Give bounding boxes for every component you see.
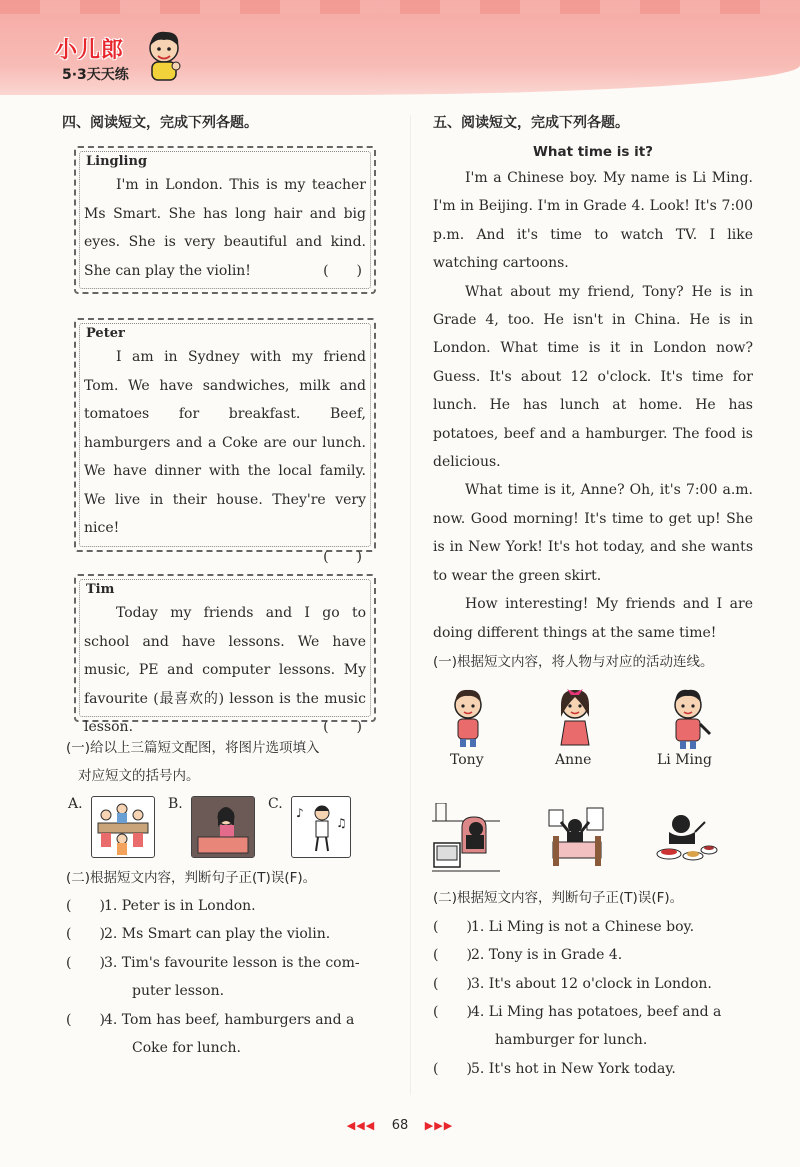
tony-figure-icon[interactable] <box>446 685 490 749</box>
header-stripe <box>0 0 800 14</box>
mascot-icon <box>142 28 186 84</box>
story-paragraph: I'm a Chinese boy. My name is Li Ming. I'm in Beijing. I'm in Grade 4. Look! It's 7:00 p.m. And it's time to watch TV. I like watching cartoons. <box>433 170 753 272</box>
anne-figure-icon[interactable] <box>553 683 597 749</box>
tf-question-4: ( )4. Li Ming has potatoes, beef and a <box>433 998 721 1026</box>
answer-paren[interactable]: ( ) <box>323 262 362 279</box>
passage-name: Tim <box>86 582 115 597</box>
passage-text: I'm in London. This is my teacher Ms Smart. She has long hair and big eyes. She is very beautiful and kind. She can play the violin! <box>84 177 366 279</box>
part1-connect-instruction: (一)根据短文内容，将人物与对应的活动连线。 <box>433 654 714 670</box>
answer-paren[interactable]: ( ) <box>323 548 362 565</box>
brand-logo-text: 小儿郎 <box>55 38 125 63</box>
option-b-picture[interactable] <box>191 796 255 858</box>
option-label-a: A. <box>68 796 83 812</box>
section-5-title: 五、阅读短文，完成下列各题。 <box>433 115 629 131</box>
svg-text:♫: ♫ <box>336 816 347 830</box>
passage-text: I am in Sydney with my friend Tom. We have sandwiches, milk and tomatoes for breakfast. Beef, hamburgers and a Coke are our lunch. We have dinner with the local family. We live in their house. They're very nice! <box>84 349 366 536</box>
prev-arrows-icon: ◀◀◀ <box>346 1119 376 1132</box>
option-label-c: C. <box>268 796 283 812</box>
tf-question-4-cont: hamburger for lunch. <box>495 1032 648 1048</box>
getting-up-icon[interactable] <box>547 806 607 872</box>
section-4-title: 四、阅读短文，完成下列各题。 <box>62 115 258 131</box>
family-dinner-icon <box>92 797 154 857</box>
part1-instruction-l2: 对应短文的括号内。 <box>78 768 200 784</box>
person-label-anne: Anne <box>555 752 592 768</box>
singing-boy-icon <box>292 797 350 857</box>
tf-question-2: ( )2. Ms Smart can play the violin. <box>66 920 330 948</box>
page-number: 68 <box>391 1118 409 1133</box>
passage-name: Lingling <box>86 154 148 169</box>
column-divider <box>410 115 411 1095</box>
tf-question-1: ( )1. Peter is in London. <box>66 892 256 920</box>
tf-question-4-cont: Coke for lunch. <box>132 1040 241 1056</box>
answer-paren[interactable]: ( ) <box>66 926 105 942</box>
option-c-picture[interactable] <box>291 796 351 858</box>
answer-paren[interactable]: ( ) <box>433 919 472 935</box>
answer-paren[interactable]: ( ) <box>433 976 472 992</box>
passage-box-lingling <box>74 146 376 294</box>
having-lunch-icon[interactable] <box>655 810 719 868</box>
li-ming-figure-icon[interactable] <box>666 684 714 750</box>
tf-question-1: ( )1. Li Ming is not a Chinese boy. <box>433 913 694 941</box>
brand-subtitle: 5·3天天练 <box>62 67 129 83</box>
section-5 <box>433 112 753 647</box>
part2-instruction: (二)根据短文内容，判断句子正(T)误(F)。 <box>66 870 317 886</box>
tf-question-3: ( )3. Tim's favourite lesson is the com- <box>66 949 360 977</box>
watching-tv-icon[interactable] <box>432 803 500 875</box>
tf-question-3-cont: puter lesson. <box>132 983 225 999</box>
svg-text:♪: ♪ <box>296 806 304 820</box>
part2-tf-instruction: (二)根据短文内容，判断句子正(T)误(F)。 <box>433 890 684 906</box>
tf-question-5: ( )5. It's hot in New York today. <box>433 1055 676 1083</box>
part1-instruction-l1: (一)给以上三篇短文配图，将图片选项填入 <box>66 740 320 756</box>
story-paragraph: What time is it, Anne? Oh, it's 7:00 a.m. now. Good morning! It's time to get up! She is in New York! It's hot today, and she wants to wear the green skirt. <box>433 482 753 584</box>
option-a-picture[interactable] <box>91 796 155 858</box>
answer-paren[interactable]: ( ) <box>433 1004 472 1020</box>
tf-question-2: ( )2. Tony is in Grade 4. <box>433 941 622 969</box>
story-title: What time is it? <box>532 144 654 160</box>
teacher-icon <box>192 797 254 857</box>
person-label-li-ming: Li Ming <box>657 752 713 768</box>
story-paragraph: What about my friend, Tony? He is in Grade 4, too. He isn't in China. He is in London. What time is it in London now? Guess. It's about 12 o'clock. It's time for lunch. He has lunch at home. He has potatoes, beef and a hamburger. The food is delicious. <box>433 283 753 471</box>
answer-paren[interactable]: ( ) <box>433 1061 472 1077</box>
tf-question-4: ( )4. Tom has beef, hamburgers and a <box>66 1006 354 1034</box>
next-arrows-icon: ▶▶▶ <box>424 1119 454 1132</box>
passage-box-peter <box>74 318 376 565</box>
page-footer <box>0 1118 800 1133</box>
passage-text: Today my friends and I go to school and have lessons. We have music, PE and computer lessons. My favourite (最喜欢的) lesson is the music lesson. <box>84 605 366 735</box>
option-label-b: B. <box>168 796 183 812</box>
answer-paren[interactable]: ( ) <box>66 1012 105 1028</box>
answer-paren[interactable]: ( ) <box>66 955 105 971</box>
person-label-tony: Tony <box>450 752 484 768</box>
answer-paren[interactable]: ( ) <box>66 898 105 914</box>
story-paragraph: How interesting! My friends and I are doing different things at the same time! <box>433 596 753 641</box>
passage-name: Peter <box>86 326 125 341</box>
page-header <box>0 0 800 95</box>
tf-question-3: ( )3. It's about 12 o'clock in London. <box>433 970 712 998</box>
passage-box-tim <box>74 574 376 735</box>
answer-paren[interactable]: ( ) <box>433 947 472 963</box>
answer-paren[interactable]: ( ) <box>323 719 362 735</box>
section-4 <box>62 112 397 132</box>
